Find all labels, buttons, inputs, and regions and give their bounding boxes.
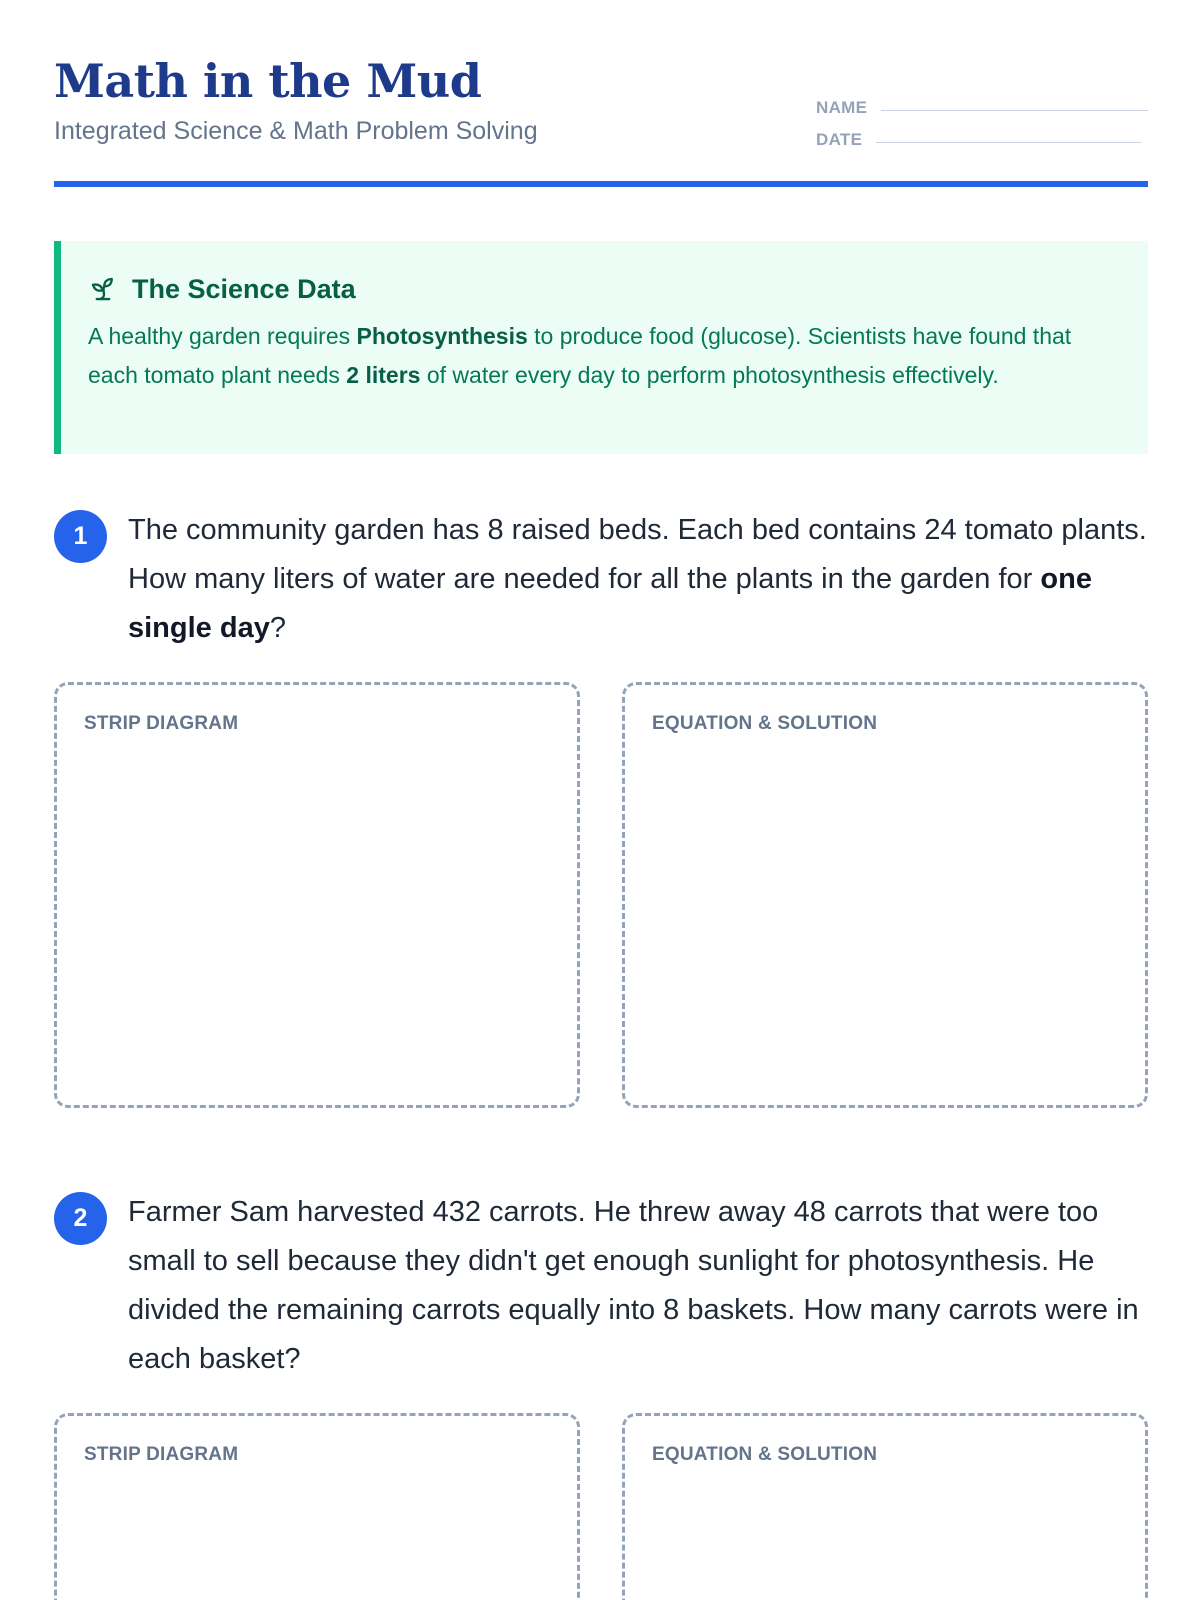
name-field[interactable] [881, 110, 1148, 111]
science-data-header [88, 271, 1114, 307]
name-field-row [816, 96, 1148, 120]
problem-number-badge: 2 [54, 1192, 107, 1245]
worksheet-header [54, 52, 1148, 187]
science-data-callout [54, 241, 1148, 454]
date-label: DATE [816, 130, 863, 149]
problem-question [128, 506, 1148, 653]
science-text-part: to produce food (glucose). Scientists have found that each tomato plant needs [88, 323, 1072, 388]
question-text-part: The community garden has 8 raised beds. Each bed contains 24 tomato plants. How many liters of water are needed for all the plants in the garden for [128, 514, 1147, 595]
equation-solution-label: EQUATION & SOLUTION [652, 1444, 878, 1465]
science-data-title: The Science Data [132, 273, 356, 304]
problem-number-badge: 1 [54, 510, 107, 563]
problem-question: Farmer Sam harvested 432 carrots. He threw away 48 carrots that were too small to sell because they didn't get enough sunlight for photosynthesis. He divided the remaining carrots equally into 8 baskets. How many carrots were in each basket? [128, 1196, 1139, 1375]
strip-diagram-label: STRIP DIAGRAM [84, 713, 239, 734]
strip-diagram-label: STRIP DIAGRAM [84, 1444, 239, 1465]
page-title: Math in the Mud [54, 54, 482, 108]
equation-solution-label: EQUATION & SOLUTION [652, 713, 878, 734]
equation-solution-box[interactable] [622, 682, 1148, 1108]
science-data-text [88, 317, 1114, 395]
page-subtitle: Integrated Science & Math Problem Solving [54, 117, 538, 145]
science-keyword-water-amount: 2 liters [346, 362, 421, 388]
strip-diagram-box[interactable] [54, 682, 580, 1108]
date-field-row [816, 128, 1148, 152]
date-field[interactable] [876, 142, 1141, 143]
sprout-icon [88, 274, 118, 304]
strip-diagram-box[interactable] [54, 1413, 580, 1600]
science-keyword-photosynthesis: Photosynthesis [356, 323, 528, 349]
name-label: NAME [816, 98, 868, 117]
question-emphasis: one single day [128, 563, 1092, 644]
science-text-part: of water every day to perform photosynthesis effectively. [420, 362, 999, 388]
science-text-part: A healthy garden requires [88, 323, 357, 349]
question-text-part: ? [269, 612, 286, 644]
equation-solution-box[interactable] [622, 1413, 1148, 1600]
